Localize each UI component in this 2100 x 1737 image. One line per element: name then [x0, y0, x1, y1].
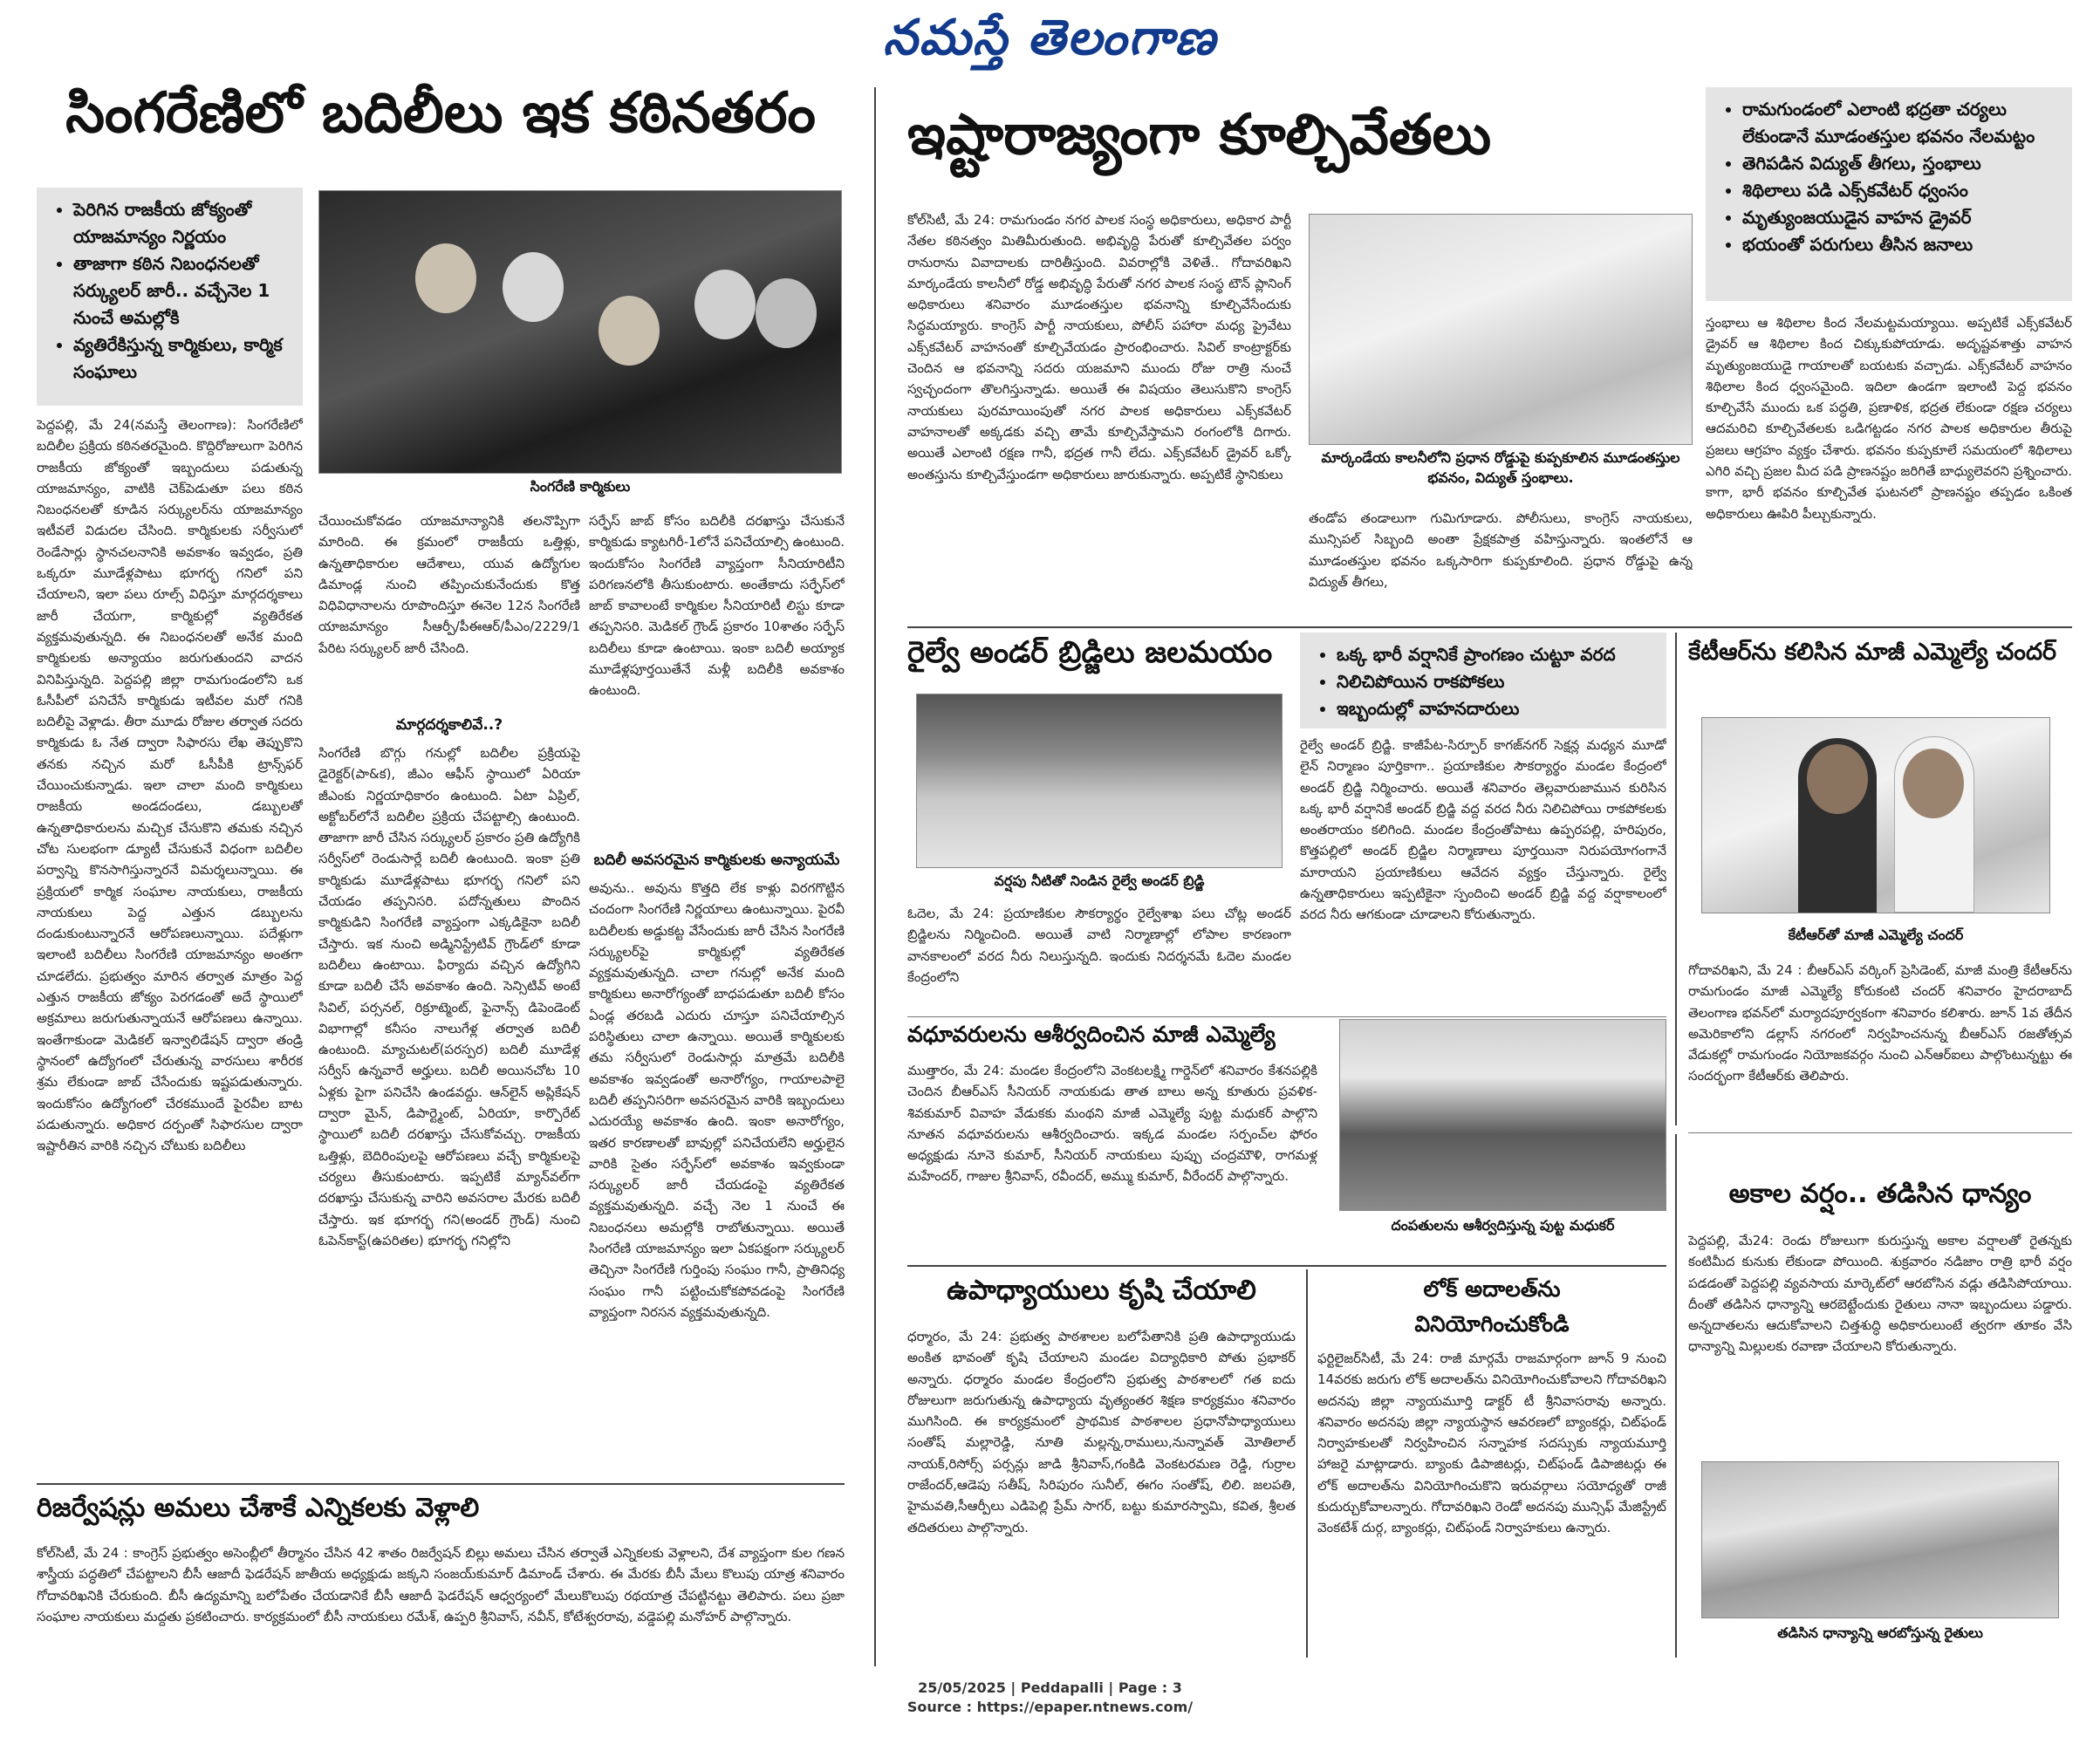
story9-headline: అకాల వర్షం.. తడిసిన ధాన్యం: [1728, 1179, 2032, 1209]
story1-column-1: పెద్దపల్లి, మే 24(నమస్తే తెలంగాణ): సింగరేణిలో బదిలీల ప్రక్రియ కఠినతరమైంది. కొద్దిరోజులుగా పెరిగిన రాజకీయ జోక్యంతో ఇబ్బందులు పడుతున్న యాజమాన్యం, వాటికి చెక్‌పెడుతూ పలు కఠిన నిబంధనలతో కూడిన సర్క్యులర్‌ను యాజమాన్యం ఇటీవలే విడుదల చేసింది. కార్మికులకు సర్వీసులో రెండేసార్లు స్థానచలనానికి అవకాశం ఇవ్వడం, ప్రతి ఒక్కరూ మూడేళ్లపాటు భూగర్భ గనిలో పని చేయాలని, ఇలా పలు రూల్స్ విధిస్తూ మార్గదర్శకాలు జారీ చేయగా, కార్మికుల్లో వ్యతిరేకత వ్యక్తమవుతున్నది. ఈ నిబంధనలతో అనేక మంది కార్మికులకు అన్యాయం జరుగుతుందని వాదన వినిపిస్తున్నది. పెద్దపల్లి జిల్లా రామగుండంలోని ఒక ఓసీపీలో పనిచేసే కార్మికుడు ఇటీవల మరో గనికి బదిలీపై వెళ్లాడు. తీరా మూడు రోజుల తర్వాత సదరు కార్మికుడు ఓ నేత ద్వారా సిఫారసు లేఖ తెప్పుకొని తనకు నచ్చిన మరో ఓసీపీకి ట్రాన్స్‌ఫర్ చేయించుకున్నాడు. ఇలా చాలా మంది కార్మికులు రాజకీయ అండదండలు, డబ్బులతో ఉన్నతాధికారులను మచ్చిక చేసుకొని తమకు నచ్చిన చోట సులభంగా డ్యూటీ చేసుకునే విధంగా బదిలీల పర్వాన్ని కొనసాగిస్తున్నారనే విమర్శలున్నాయి. ఈ ప్రక్రియలో కార్మిక సంఘాల నాయకులు, రాజకీయ నాయకులు పెద్ద ఎత్తున డబ్బులను దండుకుంటున్నారనే ఆరోపణలున్నాయి. పదేళ్లుగా ఇలాంటి బదిలీలు సింగరేణి యాజమాన్యం అంతగా చూడలేదు. ప్రభుత్వం మారిన తర్వాత మాత్రం పెద్ద ఎత్తున రాజకీయ జోక్యం పెరగడంతో అదే స్థాయిలో అక్రమాలు జరుగుతున్నాయనే ఆరోపణలు ఉన్నాయి. ఇంతేగాకుండా మెడికల్ ఇన్వాలిడేషన్ ద్వారా తండ్రి స్థానంలో ఉద్యోగంలో చేరుతున్న వారసులు శారీరక శ్రమ లేకుండా జాబ్ చేసేందుకు ఇష్టపడుతున్నారు. ఇందుకోసం ఉద్యోగంలో చేరకముందే పైరవీల బాట పడుతున్నారు. అధికార దర్పంతో సిఫారసుల ద్వారా ఇష్టారీతిన వారికి నచ్చిన చోటుకు బదిలీలు: [37, 417, 303, 1154]
story1-column-2-text-b: సింగరేణి బొగ్గు గనుల్లో బదిలీల ప్రక్రియపై డైరెక్టర్(పా&క), జీఎం ఆఫీస్ స్థాయిలో ఏరియా జీఎంకు నిర్ణయాధికారం ఉంటుంది. ఏటా ఏప్రిల్, అక్టోబర్‌లోనే బదిలీల ప్రక్రియ చేపట్టాల్సి ఉంటుంది. తాజాగా జారీ చేసిన సర్క్యులర్ ప్రకారం ప్రతి ఉద్యోగికి సర్వీస్‌లో రెండుసార్లే బదిలీ ఉంటుంది. ఇంకా ప్రతి కార్మికుడు మూడేళ్లపాటు భూగర్భ గనిలో పని చేయడం తప్పనిసరి. పదోన్నతులు పొందిన కార్మికుడిని సింగరేణి వ్యాప్తంగా ఎక్కడికైనా బదిలీ చేస్తారు. ఇక నుంచి అడ్మినిస్ట్రేటివ్ గ్రౌండ్‌లో కూడా బదిలీలు ఉంటాయి. ఫిర్యాదు వచ్చిన ఉద్యోగిని కూడా బదిలీ చేసే అవకాశం ఉంది. సెన్సిటివ్ అంటే సివిల్, పర్సనల్, రిక్రూట్మెంట్, ఫైనాన్స్ డిపెండెంట్ విభాగాల్లో కనీసం నాలుగేళ్ల తర్వాత బదిలీ ఉంటుంది. మ్యాచుటల్(పరస్పర) బదిలీ మూడేళ్ల సర్వీస్ ఉన్నవారే అర్హులు. బదిలీ అయినచోట 10 ఏళ్లకు పైగా పనిచేసి ఉండవద్దు. ఆన్‌లైన్ అప్లికేషన్ ద్వారా మైన్, డిపార్ట్మెంట్, ఏరియా, కార్పొరేట్ స్థాయిలో బదిలీ దరఖాస్తు చేసుకోవచ్చు. రాజకీయ ఒత్తిళ్లు, బెదిరింపులపై ఆరోపణలు వచ్చే కార్మికులపై చర్యలు తీసుకుంటారు. ఇప్పటికే మ్యాన్‌వల్‌గా దరఖాస్తు చేసుకున్న వారిని అవసరాల మేరకు బదిలీ చేస్తారు. ఇక భూగర్భ గని(అండర్ గ్రౌండ్) నుంచి ఓపెన్‌కాస్ట్(ఉపరితల) భూగర్భ గనిల్లోని: [318, 745, 580, 1248]
story3-bullet: • రామగుండంలో ఎలాంటి భద్రతా చర్యలు లేకుండానే మూడంతస్తుల భవనం నేలమట్టం: [1742, 96, 2060, 150]
masthead: [0, 0, 2100, 70]
story2-headline-box: [37, 1494, 845, 1546]
story3-bullet: • భయంతో పరుగులు తీసిన జనాలు: [1742, 231, 2060, 258]
story4-bullet: • నిలిచిపోయిన రాకపోకలు: [1337, 668, 1654, 695]
page-divider: [874, 87, 876, 1666]
story8-headline-line-2: వినియోగించుకోండి: [1414, 1311, 1570, 1337]
story7-headline: ఉపాధ్యాయులు కృషి చేయాలి: [947, 1275, 1256, 1306]
story3-column-3: స్తంభాలు ఆ శిథిలాల కింద నేలమట్టమయ్యాయి. అప్పటికే ఎక్స్‌కవేటర్ డ్రైవర్ ఆ శిథిలాల కింద చిక్కుకుపోయాడు. అదృష్టవశాత్తు వాహన మృత్యుంజయుడై గాయాలతో బయటకు వచ్చాడు. ఎక్స్‌కవేటర్ వాహనం శిథిలాల కింద ధ్వంసమైంది. ఇదిలా ఉండగా ఇలాంటి పెద్ద భవనం కూల్చివేసే ముందు ఒక పద్ధతి, ప్రణాళిక, భద్రత లేకుండా రక్షణ చర్యలు ఆదమరిచి కూల్చివేతలకు ఒడిగట్టడం నగర పాలక అధికారుల తీరుపై ప్రజలు ఆగ్రహం వ్యక్తం చేశారు. భవనం కుప్పకూలే సమయంలో శిథిలాలు ఎగిరి వచ్చి ప్రజల మీద పడి ప్రాణనష్టం జరిగితే బాధ్యులెవరని ప్రశ్నించారు. కాగా, భారీ భవనం కూల్చివేత ఘటనలో ప్రాణనష్టం తప్పడం ఒకింత అధికారులు ఊపిరి పీల్చుకున్నారు.: [1706, 315, 2072, 522]
story1-column-2: [318, 510, 580, 1474]
newspaper-logo: నమస్తే తెలంగాణ: [883, 9, 1217, 66]
story1-column-3: [589, 510, 845, 1474]
story1-headline: సింగరేణిలో బదిలీలు ఇక కఠినతరం: [65, 81, 816, 146]
story5-headline: కేటీఆర్‌ను కలిసిన మాజీ ఎమ్మెల్యే చందర్: [1688, 639, 2057, 666]
story1-headline-box: [35, 83, 846, 179]
story1-photo-miners: [318, 190, 842, 474]
story6-photo-caption: దంపతులను ఆశీర్వదిస్తున్న పుట్ట మధుకర్: [1391, 1217, 1615, 1234]
story1-bullet: • వ్యతిరేకిస్తున్న కార్మికులు, కార్మిక సంఘాలు: [73, 332, 291, 386]
story6-headline: వధూవరులను ఆశీర్వదించిన మాజీ ఎమ్మెల్యే: [907, 1022, 1276, 1047]
story3-headline: ఇష్టారాజ్యంగా కూల్చివేతలు: [907, 103, 1492, 168]
story1-column-3-text: సర్ఫేస్ జాబ్ కోసం బదిలీకి దరఖాస్తు చేసుకునే కార్మికుడు క్యాటగిరీ-1లోనే పనిచేయాల్సి ఉంటుంది. ఇందుకోసం సింగరేణి వ్యాప్తంగా సీనియారిటీని పరిగణనలోకి తీసుకుంటారు. అంతేకాదు సర్ఫేస్‌లో జాబ్ కావాలంటే కార్మికుల సీనియారిటీ లిస్టు కూడా తప్పనిసరి. మెడికల్ గ్రౌండ్ ప్రకారం 10శాతం సర్ఫేస్ బదిలీలు కూడా ఉంటాయి. ఇంకా బదిలీ అయ్యాక మూడేళ్లపూర్తయితేనే మళ్లీ బదిలీకి అవకాశం ఉంటుంది.: [589, 513, 845, 699]
divider: [907, 626, 2072, 628]
story2-body: కోల్‌సిటీ, మే 24 : కాంగ్రెస్ ప్రభుత్వం అసెంబ్లీలో తీర్మానం చేసిన 42 శాతం రిజర్వేషన్ బిల్లు అమలు చేసిన తర్వాతే ఎన్నికలకు వెళ్లాలని, దేశ వ్యాప్తంగా కుల గణన శాస్త్రీయ పద్ధతిలో చేపట్టాలని బీసీ ఆజాదీ ఫెడరేషన్ జాతీయ అధ్యక్షుడు జక్కని సంజయ్‌కుమార్ డిమాండ్ చేశారు. ఈ మేరకు బీసీ మేలు కొలుపు యాత్ర శనివారం గోదావరిఖనికి చేరుకుంది. బీసీ ఉద్యమాన్ని బలోపేతం చేయడానికే బీసీ ఆజాదీ ఫెడరేషన్ ఆధ్వర్యంలో మేలుకొలుపు రథయాత్ర చేపట్టినట్టు తెలిపారు. పలు ప్రజా సంఘాల నాయకులు మద్దతు ప్రకటించారు. కార్యక్రమంలో బీసీ నాయకులు రమేశ్, ఉప్పరి శ్రీనివాస్, నవీన్, కోటేశ్వరరావు, వడ్డెపల్లి మనోహర్ పాల్గొన్నారు.: [37, 1545, 845, 1624]
story1-column-2-text: చేయించుకోవడం యాజమాన్యానికి తలనొప్పిగా మారింది. ఈ క్రమంలో రాజకీయ ఒత్తిళ్లు, ఉన్నతాధికారుల ఆదేశాలు, యువ ఉద్యోగుల డిమాండ్ల నుంచి తప్పించుకునేందుకు కొత్త విధివిధానాలను రూపొందిస్తూ ఈనెల 12న సింగరేణి యాజమాన్యం సీఆర్పీ/పీఈఆర్/పీఎం/2229/1 పేరిట సర్క్యులర్ జారీ చేసింది.: [318, 513, 580, 656]
story2-headline: రిజర్వేషన్లు అమలు చేశాకే ఎన్నికలకు వెళ్లాలి: [37, 1493, 480, 1523]
story1-column-3-text-b: అవును.. అవును కొత్తది లేక కాళ్లు విరగగొట్టిన చందంగా సింగరేణి నిర్ణయాలు ఉంటున్నాయి. పైరవీ బదిలీలకు అడ్డుకట్ట వేసేందుకు జారీ చేసిన సింగరేణి సర్క్యులర్‌పై కార్మికుల్లో వ్యతిరేకత వ్యక్తమవుతున్నది. చాలా గనుల్లో అనేక మంది కార్మికులు అనారోగ్యంతో బాధపడుతూ బదిలీ కోసం ఏండ్ల తరబడి ఎదురు చూస్తూ పనిచేయాల్సిన పరిస్థితులు చాలా ఉన్నాయి. అయితే కార్మికులకు తమ సర్వీసులో రెండుసార్లు మాత్రమే బదిలీకి అవకాశం ఇవ్వడంతో అనారోగ్యం, గాయాలపాలై బదిలీ తప్పనిసరిగా అవసరమైన వారికి ఇబ్బందులు ఎదురయ్యే అవకాశం ఉంది. ఇంకా అనారోగ్యం, ఇతర కారణాలతో బావుల్లో పనిచేయలేని అర్హులైన వారికి సైతం సర్ఫేస్‌లో అవకాశం ఇవ్వకుండా సర్క్యులర్ జారీ చేయడంపై వ్యతిరేకత వ్యక్తమవుతున్నది. వచ్చే నెల 1 నుంచే ఈ నిబంధనలు అమల్లోకి రాబోతున్నాయి. అయితే సింగరేణి యాజమాన్యం ఇలా ఏకపక్షంగా సర్క్యులర్ తెచ్చినా సింగరేణి గుర్తింపు సంఘం గానీ, ప్రాతినిధ్య సంఘం గానీ పట్టించుకోకపోవడంపై సింగరేణి వ్యాప్తంగా నిరసన వ్యక్తమవుతున్నది.: [589, 880, 845, 1320]
story5-body: గోదావరిఖని, మే 24 : బీఆర్ఎస్ వర్కింగ్ ప్రెసిడెంట్, మాజీ మంత్రి కేటీఆర్‌ను రామగుండం మాజీ ఎమ్మెల్యే కోరుకంటి చందర్ శనివారం హైదరాబాద్ తెలంగాణ భవన్‌లో మర్యాదపూర్వకంగా శనివారం కలిశారు. జూన్ 1వ తేదీన అమెరికాలోని డల్లాస్ నగరంలో నిర్వహించనున్న బీఆర్ఎస్ రజతోత్సవ వేడుకల్లో రామగుండం నియోజకవర్గం నుంచి ఎన్‌ఆర్ఐలు పాల్గొంటున్నట్టు ఈ సందర్భంగా కేటీఆర్‌కు తెలిపారు.: [1688, 962, 2072, 1084]
story3-photo-collapsed-building: [1309, 214, 1693, 445]
story4-bullet: • ఒక్క భారీ వర్షానికే ప్రాంగణం చుట్టూ వరద: [1337, 641, 1654, 668]
story4-bullets: [1300, 633, 1666, 728]
story3-bullet: • తెగిపడిన విద్యుత్ తీగలు, స్తంభాలు: [1742, 150, 2060, 177]
story4-headline: రైల్వే అండర్ బ్రిడ్జిలు జలమయం: [907, 635, 1273, 670]
divider: [1306, 1269, 1308, 1658]
story3-column-2: తండోప తండాలుగా గుమిగూడారు. పోలీసులు, కాంగ్రెస్ నాయకులు, మున్సిపల్ సిబ్బంది అంతా ప్రేక్షకపాత్ర వహిస్తున్నారు. ఇంతలోనే ఆ మూడంతస్తుల భవనం ఒక్కసారిగా కుప్పకూలింది. ప్రధాన రోడ్డుపై ఉన్న విద్యుత్ తీగలు,: [1309, 510, 1693, 590]
story1-subhead-injustice: బదిలీ అవసరమైన కార్మికులకు అన్యాయమే: [593, 851, 840, 869]
divider: [907, 1265, 1666, 1267]
story9-photo-caption: తడిసిన ధాన్యాన్ని ఆరబోస్తున్న రైతులు: [1777, 1624, 1983, 1641]
story1-subhead-guidelines: మార్గదర్శకాలివే..?: [395, 716, 503, 734]
story3-bullets: [1706, 87, 2072, 301]
divider: [1675, 1134, 1677, 1658]
story6-photo-wedding: [1339, 1019, 1666, 1211]
story9-body: పెద్దపల్లి, మే24: రెండు రోజులుగా కురుస్తున్న అకాల వర్షాలతో రైతన్నకు కంటిమీద కునుకు లేకుండా పోయింది. శుక్రవారం నడిజాం రాత్రి భారీ వర్షం పడడంతో పెద్దపల్లి వ్యవసాయ మార్కెట్‌లో ఆరబోసిన వడ్లు తడిసిపోయాయి. దీంతో తడిసిన ధాన్యాన్ని ఆరబెట్టేందుకు రైతులు నానా ఇబ్బందులు పడ్డారు. అన్నదాతలను ఆదుకోవాలని చిత్తశుద్ధి అధికారులుంటే త్వరగా తూకం వేసి ధాన్యాన్ని మిల్లులకు రవాణా చేయాలని కోరుతున్నారు.: [1688, 1233, 2072, 1355]
story8-headline-line-1: లోక్ అదాలత్‌ను: [1423, 1276, 1561, 1302]
footer-source-line: Source : https://epaper.ntnews.com/: [906, 1699, 1194, 1715]
story8-headline-box: [1317, 1272, 1666, 1342]
footer-date-line: 25/05/2025 | Peddapalli | Page : 3: [918, 1679, 1182, 1696]
story1-bullets: [37, 188, 303, 406]
story5-photo-ktr-chandar: [1701, 717, 2050, 913]
story3-bullet: • శిథిలాలు పడి ఎక్స్‌కవేటర్ ధ్వంసం: [1742, 177, 2060, 204]
story4-column-2: రైల్వే అండర్ బ్రిడ్జి. కాజీపేట-సిర్పూర్ కాగజ్‌నగర్ సెక్షన్ల మధ్యన మూడో లైన్ నిర్మాణం పూర్తికాగా.. ప్రయాణికుల సౌకర్యార్థం మండల కేంద్రంలో అండర్ బ్రిడ్జి నిర్మించారు. అయితే శనివారం తెల్లవారుజామున కురిసిన ఒక్క భారీ వర్షానికే అండర్ బ్రిడ్జి వద్ద వరద నీరు నిలిచిపోయి రాకపోకలకు అంతరాయం కలిగింది. మండల కేంద్రంతోపాటు ఉప్పరపల్లి, హరిపురం, కొత్తపల్లిలో అండర్ బ్రిడ్జిల నిర్మాణాలు పూర్తయినా నిరుపయోగంగానే మారాయని ప్రయాణికులు ఆవేదన వ్యక్తం చేస్తున్నారు. రైల్వే ఉన్నతాధికారులు ఇప్పటికైనా స్పందించి అండర్ బ్రిడ్జి వద్ద వర్షాకాలంలో వరద నీరు ఆగకుండా చూడాలని కోరుతున్నారు.: [1300, 737, 1666, 923]
divider: [1688, 1132, 2072, 1133]
divider: [37, 1483, 845, 1485]
story4-headline-box: [907, 637, 1291, 689]
story6-headline-box: [907, 1022, 1344, 1057]
story1-bullet: • పెరిగిన రాజకీయ జోక్యంతో యాజమాన్యం నిర్ణయం: [73, 196, 291, 250]
divider: [1675, 633, 1677, 1125]
story5-headline-box: [1688, 635, 2072, 714]
story1-bullet: • తాజాగా కఠిన నిబంధనలతో సర్క్యులర్ జారీ.. వచ్చేనెల 1 నుంచే అమల్లోకి: [73, 250, 291, 332]
story5-photo-caption: కేటీఆర్‌తో మాజీ ఎమ్మెల్యే చందర్: [1788, 927, 1964, 943]
story4-photo-flooded-bridge: [916, 694, 1283, 868]
story3-bullet: • మృత్యుంజయుడైన వాహన డ్రైవర్: [1742, 204, 2060, 231]
story1-photo-caption: సింగరేణి కార్మికులు: [530, 478, 631, 495]
story6-body: ముత్తారం, మే 24: మండల కేంద్రంలోని వెంకటలక్ష్మి గార్డెన్‌లో శనివారం కేశనపల్లికి చెందిన బీఆర్ఎస్ సీనియర్ నాయకుడు తాత బాలు అన్న కూతురు ప్రవళిక-శివకుమార్ వివాహ వేడుకకు మంథని మాజీ ఎమ్మెల్యే పుట్ట మధుకర్ పాల్గొని నూతన వధూవరులను ఆశీర్వదించారు. ఇక్కడ మండల సర్పంచ్‌ల ఫోరం అధ్యక్షుడు నూనె కుమార్, సీనియర్ నాయకులు పుప్పు చంద్రమౌళి, రాగమళ్ల మహేందర్, గాజుల శ్రీనివాస్, రవీందర్, అమ్ము కుమార్, వీరేందర్ పాల్గొన్నారు.: [907, 1063, 1317, 1185]
story4-photo-caption: వర్షపు నీటితో నిండిన రైల్వే అండర్ బ్రిడ్జి: [994, 872, 1205, 889]
story3-photo-caption: మార్కండేయ కాలనీలోని ప్రధాన రోడ్డుపై కుప్పకూలిన మూడంతస్తుల భవనం, విద్యుత్ స్తంభాలు.: [1321, 449, 1680, 486]
story7-headline-box: [907, 1275, 1296, 1319]
story9-photo-drying-grain: [1701, 1461, 2059, 1618]
divider: [907, 1016, 1666, 1017]
story9-headline-box: [1688, 1180, 2072, 1223]
story7-body: ధర్మారం, మే 24: ప్రభుత్వ పాఠశాలల బలోపేతానికి ప్రతి ఉపాధ్యాయుడు అంకిత భావంతో కృషి చేయాలని మండల విద్యాధికారి పోతు ప్రభాకర్ అన్నారు. ధర్మారం మండల కేంద్రంలోని ప్రభుత్వ పాఠశాలలో గత ఐదు రోజులుగా జరుగుతున్న ఉపాధ్యాయ వృత్యంతర శిక్షణ కార్యక్రమం శనివారం ముగిసింది. ఈ కార్యక్రమంలో ప్రాథమిక పాఠశాలల ప్రధానోపాధ్యాయులు సంతోష్ మల్లారెడ్డి, నూతి మల్లన్న,రాములు,నున్నావత్ మోతిలాల్ నాయక్,రిసోర్స్ పర్సన్లు జాడి శ్రీనివాస్,గంకిడి వెంకటరమణ రెడ్డి, గుర్రాల రాజేందర్,ఆడెపు సతీష్, సిరిపురం సునీల్, ఈగం సంతోష్, లిలి. జలపతి, హైమవతి,సీఆర్పీలు ఎడిపెల్లి ప్రేమ్ సాగర్, బట్టు కుమారస్వామి, కవిత, శ్రీలత తదితరులు పాల్గొన్నారు.: [907, 1329, 1296, 1535]
story3-column-1: కోల్‌సిటీ, మే 24: రామగుండం నగర పాలక సంస్థ అధికారులు, అధికార పార్టీ నేతల కఠినత్వం మితిమీరుతుంది. అభివృద్ధి పేరుతో కూల్చివేతల పర్వం రానురాను వివాదాలకు దారితీస్తుంది. వివరాల్లోకి వెళితే.. గోదావరిఖని మార్కండేయ కాలనీలో రోడ్డ అభివృద్ధి పేరుతో నగర పాలక సంస్థ టౌన్ ప్లానింగ్ అధికారులు శనివారం మూడంతస్తుల భవనాన్ని కూల్చివేసేందుకు సిద్ధమయ్యారు. కాంగ్రెస్ పార్టీ నాయకులు, పోలీస్ పహారా మధ్య ప్రైవేటు ఎక్స్‌కవేటర్ వాహనంతో కూల్చివేయడం ప్రారంభించారు. సివిల్ కాంట్రాక్టర్‌కు చెందిన ఆ భవనాన్ని సదరు యజమాని ముందు రోజు రాత్రి నుంచే స్వచ్ఛందంగా తొలగిస్తున్నాడు. అయితే ఈ విషయం తెలుసుకొని కాంగ్రెస్ నాయకులు పురమాయింపుతో నగర పాలక అధికారులు ఎక్స్‌కవేటర్ వాహనాలతో అక్కడకు వచ్చి తామే కూల్చివేస్తామని రంగంలోకి దిగారు. అయితే ఎలాంటి రక్షణ గానీ, భద్రత గానీ లేదు. ఎక్స్‌కవేటర్ డ్రైవర్ ఒక్కో అంతస్తును కూల్చివేస్తుండగా అధికారులు జారుకున్నారు. అప్పటికే స్థానికులు: [907, 212, 1291, 482]
story4-column-1: ఓదెల, మే 24: ప్రయాణికుల సౌకర్యార్థం రైల్వేశాఖ పలు చోట్ల అండర్ బ్రిడ్జిలను నిర్మించింది. అయితే వాటి నిర్మాణాల్లో లోపాల కారణంగా వానకాలంలో వరద నీరు నిలుస్తున్నది. ఇందుకు నిదర్శనమే ఓదెల మండల కేంద్రంలోని: [907, 906, 1291, 985]
story8-body: ఫర్టిలైజర్‌సిటీ, మే 24: రాజీ మార్గమే రాజమార్గంగా జూన్ 9 నుంచి 14వరకు జరుగు లోక్ అదాలత్‌ను వినియోగించుకోవాలని గోదావరిఖని అదనపు జిల్లా న్యాయమూర్తి డాక్టర్ టీ శ్రీనివాసరావు అన్నారు. శనివారం అదనపు జిల్లా న్యాయస్థాన ఆవరణలో బ్యాంకర్లు, చిట్‌ఫండ్ నిర్వాహకులతో నిర్వహించిన సన్నాహక సదస్సుకు న్యాయమూర్తి హాజరై మాట్లాడారు. బ్యాంకు డిపాజిటర్లు, చిట్‌ఫండ్ డిపాజిటర్లు ఈ లోక్ అదాలత్‌ను వినియోగించుకొని ఇరువర్గాలు సయోధ్యతో రాజీ కుదుర్చుకోవాలన్నారు. గోదావరిఖని రెండో అదనపు మున్సిఫ్ మేజిస్ట్రేట్ వెంకటేశ్ దుర్గ, బ్యాంకర్లు, చిట్‌ఫండ్ నిర్వాహకులు ఉన్నారు.: [1317, 1351, 1666, 1536]
story4-bullet: • ఇబ్బందుల్లో వాహనదారులు: [1337, 695, 1654, 722]
story3-headline-box: [907, 105, 1693, 201]
